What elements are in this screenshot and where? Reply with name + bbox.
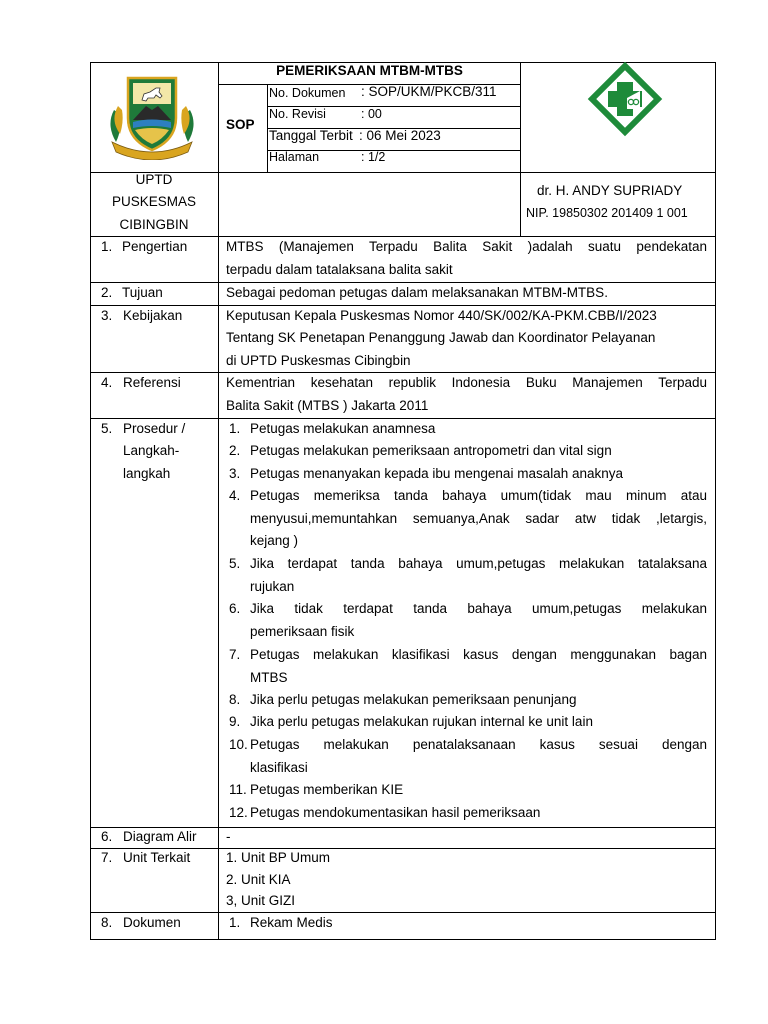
step-item [250,734,707,779]
section-label: Diagram Alir [123,829,197,844]
policy-text-line1: Keputusan Kepala Puskesmas Nomor 440/SK/002/KA-PKM.CBB/I/2023 [226,308,657,323]
step-item [250,711,707,734]
column-divider [218,62,219,940]
section-number: 5. [101,421,113,436]
puskesmas-logo [587,62,663,140]
step-text-cont: kejang ) [250,533,299,549]
step-item [250,463,707,486]
org-name-line1: UPTD [135,172,173,187]
section-label-line2: Langkah- [123,443,180,458]
step-text-cont: klasifikasi [250,759,308,775]
step-number: 2. [229,443,241,458]
related-unit-3: 3, Unit GIZI [226,893,296,908]
section-number: 6. [101,829,113,844]
step-text: Petugas menanyakan kepada ibu mengenai masalah anaknya [250,466,624,481]
revision-value: : 00 [361,107,382,121]
step-number: 8. [229,692,241,707]
section-number: 7. [101,850,113,865]
step-number: 5. [229,556,241,571]
step-item [250,644,707,689]
section-number: 2. [101,285,113,300]
definition-text-line1: MTBS (Manajemen Terpadu Balita Sakit )adalah suatu pendekatan [226,239,707,254]
step-item [250,553,707,598]
step-item [250,485,707,553]
section-number: 1. [101,239,113,254]
section-number: 3. [101,308,113,323]
step-text: Petugas melakukan pemeriksaan antropometri dan vital sign [250,443,612,458]
table-border-bottom [90,939,716,940]
header-right-divider [520,62,521,236]
step-text-cont: menyusui,memuntahkan semuanya,Anak sadar atw tidak ,letargis, [250,510,707,526]
step-item [250,689,707,712]
issue-date-value: : 06 Mei 2023 [359,128,441,143]
regency-logo [104,70,200,160]
section-label-line3: langkah [123,466,171,481]
org-name-line3: CIBINGBIN [119,217,189,232]
flow-diagram-value: - [226,829,231,844]
signer-nip: NIP. 19850302 201409 1 001 [526,206,688,220]
section-label: Dokumen [123,915,181,930]
section-label: Pengertian [122,239,188,254]
step-text: Petugas mendokumentasikan hasil pemeriksaan [250,805,541,820]
policy-text-line3: di UPTD Puskesmas Cibingbin [226,353,411,368]
doc-no-value: : SOP/UKM/PKCB/311 [361,84,497,99]
definition-text-line2: terpadu dalam tatalaksana balita sakit [226,262,453,277]
section-number: 8. [101,915,113,930]
step-number: 4. [229,488,241,503]
page-value: : 1/2 [361,150,386,164]
step-number: 11. [229,782,247,797]
step-text: Petugas memeriksa tanda bahaya umum(tidak mau minum atau [250,488,707,503]
step-item [250,598,707,643]
related-unit-1: 1. Unit BP Umum [226,850,331,865]
step-text: Petugas memberikan KIE [250,782,404,797]
step-item [250,802,707,825]
related-unit-2: 2. Unit KIA [226,872,291,887]
step-text-cont: MTBS [250,669,288,685]
step-number: 12. [229,805,248,820]
step-number: 1. [229,421,241,436]
reference-text-line1: Kementrian kesehatan republik Indonesia Buku Manajemen Terpadu [226,375,707,390]
step-item [250,440,707,463]
step-text: Petugas melakukan klasifikasi kasus dengan menggunakan bagan [250,647,707,662]
step-number: 6. [229,601,241,616]
purpose-text: Sebagai pedoman petugas dalam melaksanakan MTBM-MTBS. [226,285,608,300]
table-border-right [715,62,716,940]
section-number: 4. [101,375,113,390]
step-number: 9. [229,714,241,729]
doc-no-label: No. Dokumen [269,86,346,100]
section-label: Unit Terkait [123,850,191,865]
section-label: Tujuan [122,285,163,300]
document-item-number: 1. [229,915,241,930]
step-item [250,779,707,802]
step-text: Jika tidak terdapat tanda bahaya umum,petugas melakukan [250,601,707,616]
step-text: Jika terdapat tanda bahaya umum,petugas melakukan tatalaksana [250,556,707,571]
row-rule [90,912,716,913]
issue-date-label: Tanggal Terbit [269,128,353,143]
step-number: 7. [229,647,241,662]
step-number: 3. [229,466,241,481]
section-label: Kebijakan [123,308,183,323]
step-item [250,418,707,441]
step-text-cont: pemeriksaan fisik [250,623,355,639]
signer-name: dr. H. ANDY SUPRIADY [537,183,683,198]
step-text: Jika perlu petugas melakukan pemeriksaan penunjang [250,692,577,707]
org-name-line2: PUSKESMAS [111,194,197,209]
sop-label: SOP [226,117,255,132]
section-label: Referensi [123,375,181,390]
step-text: Petugas melakukan penatalaksanaan kasus sesuai dengan [250,737,707,752]
reference-text-line2: Balita Sakit (MTBS ) Jakarta 2011 [226,398,429,413]
document-item: Rekam Medis [250,915,333,930]
page-label: Halaman [269,150,320,164]
step-text: Jika perlu petugas melakukan rujukan internal ke unit lain [250,714,593,729]
policy-text-line2: Tentang SK Penetapan Penanggung Jawab dan Koordinator Pelayanan [226,330,656,345]
step-number: 10. [229,737,248,752]
revision-label: No. Revisi [269,107,326,121]
step-text: Petugas melakukan anamnesa [250,421,436,436]
section-label-line1: Prosedur / [123,421,186,436]
step-text-cont: rujukan [250,578,295,594]
document-title: PEMERIKSAAN MTBM-MTBS [276,63,463,78]
